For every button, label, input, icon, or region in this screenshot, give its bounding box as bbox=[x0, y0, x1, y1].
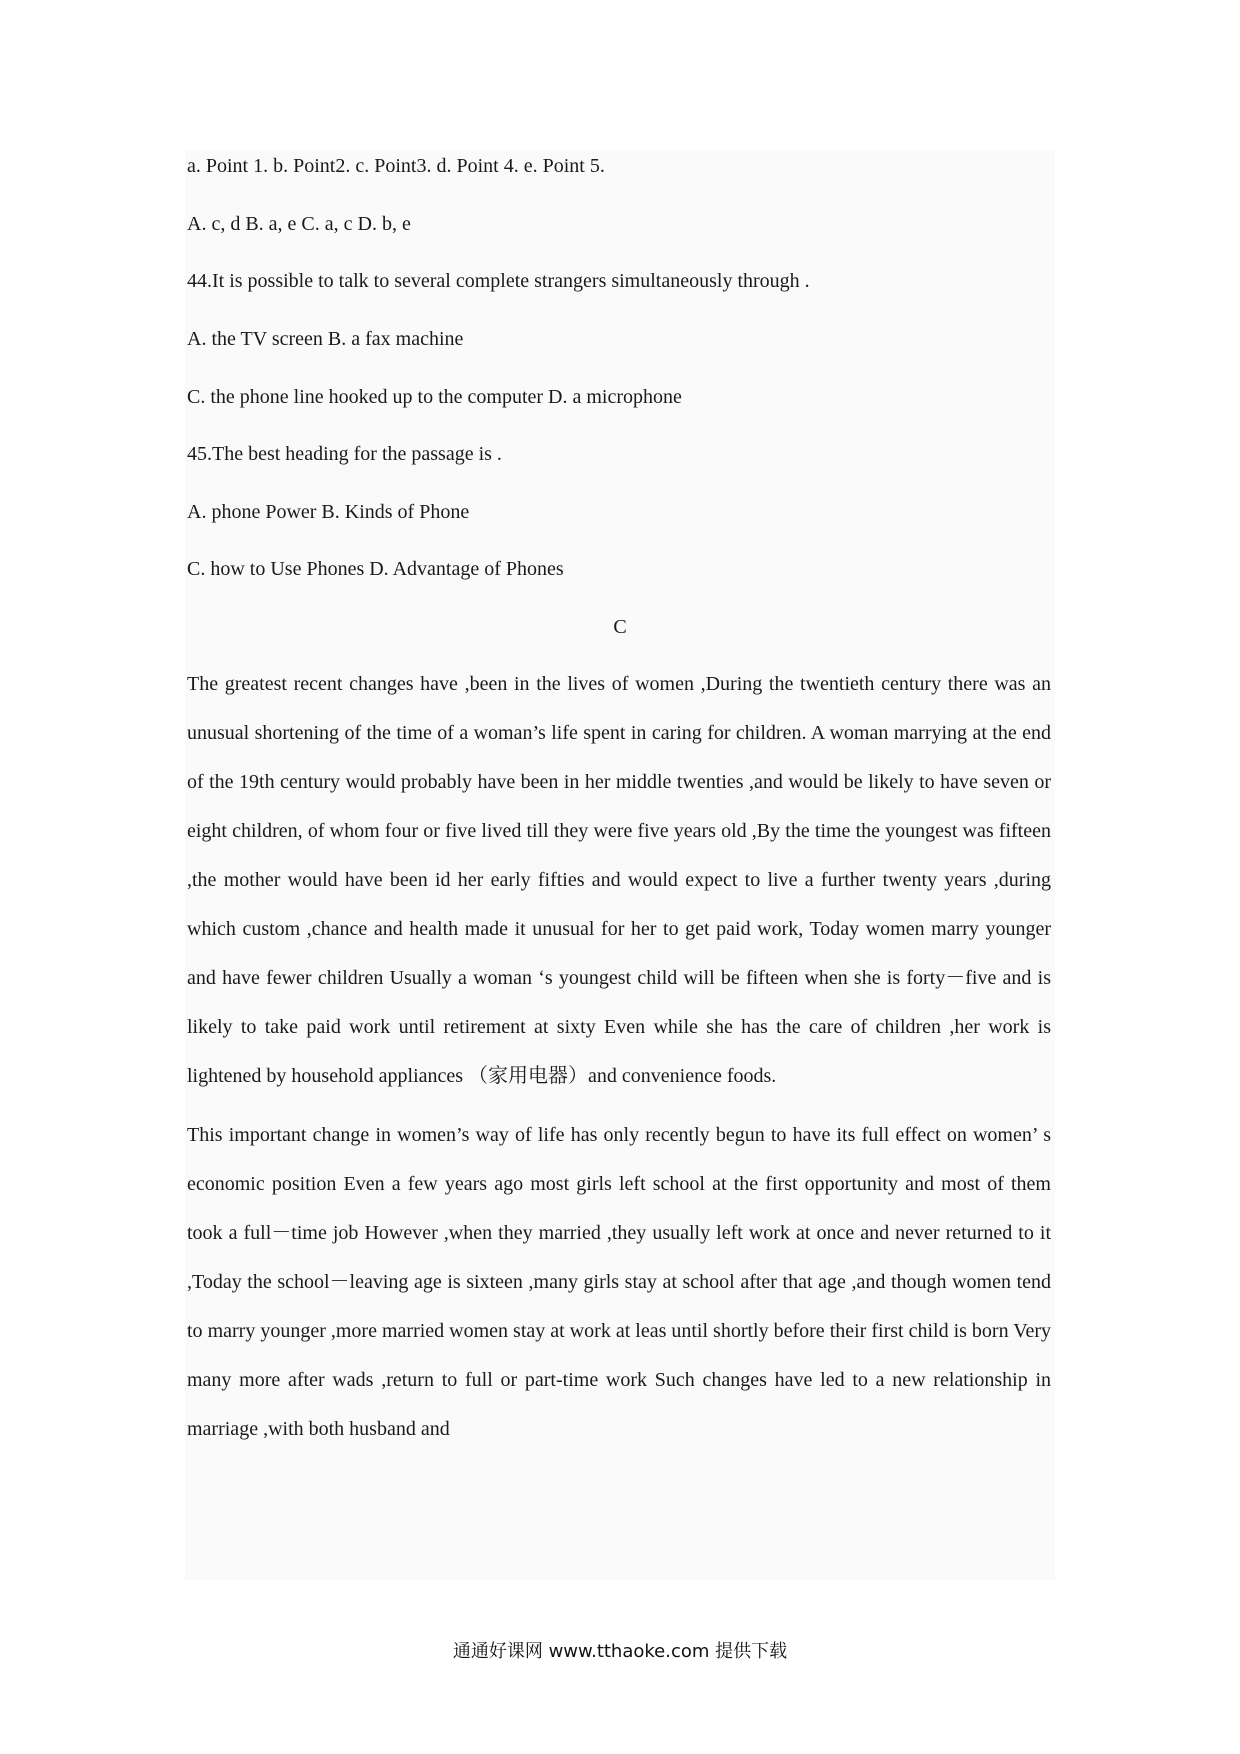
q45-options-cd: C. how to Use Phones D. Advantage of Phones bbox=[187, 558, 564, 580]
section-heading: C bbox=[613, 616, 627, 638]
q45-options-ab: A. phone Power B. Kinds of Phone bbox=[187, 501, 470, 523]
q43-options: A. c, d B. a, e C. a, c D. b, e bbox=[187, 213, 411, 235]
q45-question: 45.The best heading for the passage is . bbox=[187, 443, 502, 465]
q44-question: 44.It is possible to talk to several complete strangers simultaneously through . bbox=[187, 270, 810, 292]
passage-paragraph-1: The greatest recent changes have ,been in the lives of women ,During the twentieth century there was an unusual shortening of the time of a woman’s life spent in caring for children. A woman marrying at the end of the 19th century would probably have been in her middle twenties ,and would be likely to have seven or eight children, of whom four or five lived till they were five years old ,By the time the youngest was fifteen ,the mother would have been id her early fifties and would expect to live a further twenty years ,during which custom ,chance and health made it unusual for her to get paid work, Today women marry younger and have fewer children Usually a woman ‘s youngest child will be fifteen when she is forty－five and is likely to take paid work until retirement at sixty Even while she has the care of children ,her work is lightened by household appliances （家用电器）and convenience foods. bbox=[187, 673, 1051, 1087]
q44-options-cd: C. the phone line hooked up to the computer D. a microphone bbox=[187, 386, 682, 408]
answer-points-line: a. Point 1. b. Point2. c. Point3. d. Point 4. e. Point 5. bbox=[187, 155, 605, 177]
document-page bbox=[185, 150, 1055, 1580]
passage-paragraph-2: This important change in women’s way of life has only recently begun to have its full effect on women’ s economic position Even a few years ago most girls left school at the first opportunity and most of them took a full－time job However ,when they married ,they usually left work at once and never returned to it ,Today the school－leaving age is sixteen ,many girls stay at school after that age ,and though women tend to marry younger ,more married women stay at work at leas until shortly before their first child is born Very many more after wads ,return to full or part-time work Such changes have led to a new relationship in marriage ,with both husband and bbox=[187, 1124, 1051, 1440]
footer-credit: 通通好课网 www.tthaoke.com 提供下载 bbox=[452, 1641, 788, 1662]
q44-options-ab: A. the TV screen B. a fax machine bbox=[187, 328, 464, 350]
